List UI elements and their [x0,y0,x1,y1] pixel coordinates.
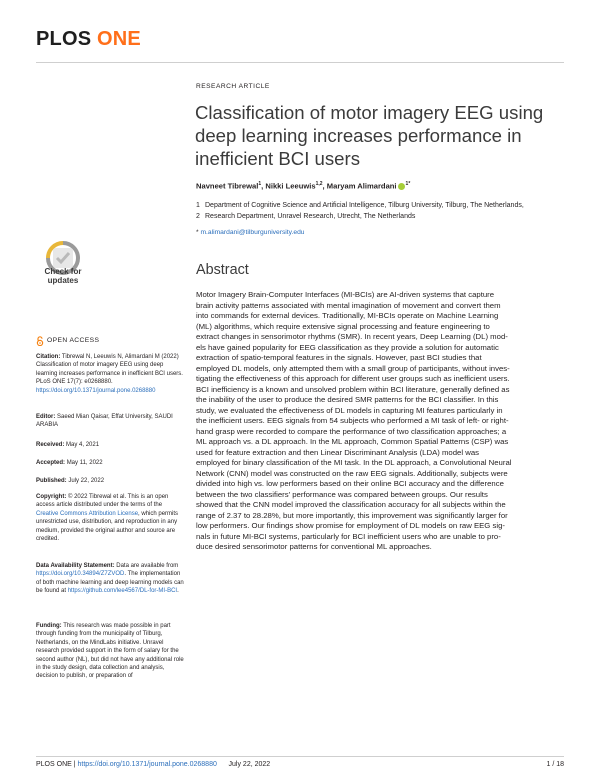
author-affiliation-mark: 1,2 [315,181,323,187]
open-access-label: OPEN ACCESS [47,337,100,344]
published-date: Published: July 22, 2022 [36,478,105,484]
abstract-line: els have gained popularity for EEG classification as they provide a solution for automatic [196,342,499,352]
abstract-line: Motor Imagery Brain-Computer Interfaces (MI-BCIs) are AI-driven systems that capture [196,290,495,299]
editor-block: Editor: Saeed Mian Qaisar, Effat University, SAUDI ARABIA [36,414,173,429]
abstract-line: nals in future MI-BCI systems, particularly for BCI inefficient users who are unable to pro- [196,531,501,541]
author-name[interactable]: Nikki Leeuwis [265,181,316,191]
footer-doi-link[interactable]: https://doi.org/10.1371/journal.pone.0268880 [77,761,217,768]
abstract-line: study, we evaluated the effectiveness of DL models in capturing MI features particularly in [196,405,503,415]
abstract-line: Network (CNN) model was constructed on the raw EEG signals. Additionally, subjects were [196,468,508,478]
citation-block [36,353,184,395]
abstract-line: employed for binary classification of the MI task. In the DL approach, a Convolutional Neural [196,458,512,467]
license-link[interactable]: Creative Commons Attribution License [36,510,139,517]
abstract-line: extract changes in sensorimotor rhythms (SMR). In recent years, Deep Learning (DL) mod- [196,332,508,341]
abstract-heading: Abstract [196,262,249,278]
orcid-icon[interactable] [398,183,405,190]
abstract-line: employed DL models, only attempted them with a small group of participants, without inves- [196,363,510,373]
article-type: RESEARCH ARTICLE [196,83,270,90]
abstract-line: the inability of the user to produce the desired SMR patterns for the BCI classifier. In this [196,395,499,404]
abstract-line: (ML) algorithms, which require extensive signal processing and feature engineering to [196,321,490,331]
abstract-line: hand grasp were recorded to compare the performance of two classification approaches; a [196,426,507,436]
abstract-line: between the two classifiers' performance was compared between groups. Our results [196,489,488,499]
copyright-block: Copyright: © 2022 Tibrewal et al. This is an open access article distributed under the terms of the Creative Commons Attribution License, which permits unrestricted use, distribution, and reproduction in any medium, provided the original author and source are credited. [36,494,179,543]
abstract-line: showed that the CNN model improved the classification accuracy for all subjects within the [196,500,506,509]
citation-text: Tibrewal N, Leeuwis N, Alimardani M (2022) Classification of motor imagery EEG using deep learning increases performance in inefficient BCI users. PLoS ONE 17(7): e0268880. [36,354,183,386]
check-for-updates-label[interactable]: Check for updates [44,267,82,285]
page-footer: PLOS ONE | https://doi.org/10.1371/journal.pone.0268880 July 22, 2022 [36,761,271,768]
author-name[interactable]: Maryam Alimardani [326,181,397,191]
abstract-line: tigating the effectiveness of this approach for different user groups such as inefficient users. [196,374,510,383]
author-affiliation-mark: 1* [405,181,411,187]
data-availability-block: Data Availability Statement: Data are available from https://doi.org/10.34894/Z7ZVOD. The implementation of both machine learning and deep learning models can be found at https://github.com/lee4567/DL-for-MI-BCI. [36,563,184,595]
funding-block: Funding: This research was made possible in part through funding from the municipality of Tilburg, Netherlands, on the MindLabs initiative. Unravel research provided support in the form of salary for the second author (NL), but did not have any additional role in the study design, data collection and analysis, decision to publish, or preparation of [36,623,184,680]
citation-label: Citation: [36,354,61,360]
abstract-line: divided into high vs. low performers based on their online BCI accuracy and the difference [196,479,504,488]
abstract-line: duce desired sensorimotor patterns for conventional ML approaches. [196,542,432,551]
page-number: 1 / 18 [546,761,564,768]
affiliation-item: 2 Research Department, Unravel Research, Utrecht, The Netherlands [196,212,416,220]
github-link[interactable]: https://github.com/lee4567/DL-for-MI-BCI [67,588,178,595]
journal-name-part2: ONE [97,28,141,50]
abstract-line: low performers. Our findings show promise for employment of DL models on raw EEG sig- [196,521,505,530]
footer-divider [36,756,564,757]
abstract-line: ML approach vs. a DL approach. In the ML approach, Common Spatial Patterns (CSP) was [196,437,509,446]
corresponding-email[interactable]: * m.alimardani@tilburguniversity.edu [196,229,305,236]
abstract-line: BCI inefficiency is a known and unsolved problem within BCI literature, generally defined as [196,384,510,394]
data-doi-link[interactable]: https://doi.org/10.34894/Z7ZVOD [36,571,125,578]
author-affiliation-mark: 1 [258,181,262,187]
affiliations [196,201,524,222]
journal-logo[interactable] [36,28,141,51]
author-name[interactable]: Navneet Tibrewal [196,181,259,191]
article-title: Classification of motor imagery EEG using deep learning increases performance in inefficient BCI users [195,102,544,169]
footer-date: July 22, 2022 [228,761,271,768]
abstract-body [196,290,562,553]
abstract-line: extraction of spatio-temporal features in the signals. However, past BCI studies that [196,353,482,362]
author-list: Navneet Tibrewal$^1$, Nikki Leeuwis$^{1,2}$, Maryam Alimardani $^{1*}$ [196,181,411,191]
journal-name-part1: PLOS [36,28,92,50]
header-divider [36,62,564,63]
footer-journal: PLOS ONE [36,761,72,768]
abstract-line: the inefficient users. EEG signals from 54 subjects who performed a MI task of left- or right- [196,416,509,425]
accepted-date: Accepted: May 11, 2022 [36,460,103,466]
abstract-line: into commands for external devices. Traditionally, MI-BCIs operate on Machine Learning [196,311,499,320]
abstract-line: used for feature extraction and then Linear Discriminant Analysis (LDA) model was [196,447,480,457]
affiliation-item: 1 Department of Cognitive Science and Artificial Intelligence, Tilburg University, Tilburg, The Netherlands, [196,202,524,209]
citation-doi-link[interactable]: https://doi.org/10.1371/journal.pone.0268880 [36,387,156,394]
abstract-line: range of 2.37 to 28.28%, but more importantly, this improvement was significantly larger for [196,510,508,520]
received-date: Received: May 4, 2021 [36,442,100,448]
open-access-lock-icon [36,336,44,346]
abstract-line: brain activity patterns associated with mental imagination of movement and convert them [196,300,501,310]
